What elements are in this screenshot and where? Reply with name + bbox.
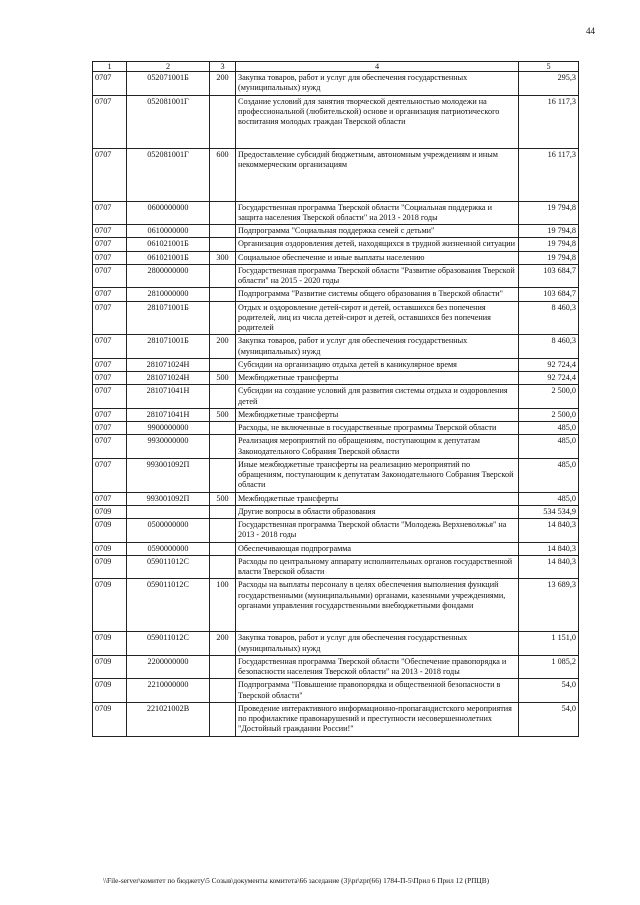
section-code-cell: 0707 — [93, 422, 127, 435]
section-code-cell: 0707 — [93, 288, 127, 301]
description-cell: Обеспечивающая подпрограмма — [236, 542, 519, 555]
expense-type-cell: 600 — [210, 148, 236, 201]
expense-type-cell — [210, 519, 236, 543]
section-code-cell: 0709 — [93, 542, 127, 555]
amount-cell: 92 724,4 — [519, 358, 579, 371]
section-code-cell: 0707 — [93, 251, 127, 264]
amount-cell: 8 460,3 — [519, 335, 579, 359]
amount-cell: 19 794,8 — [519, 201, 579, 225]
target-article-cell: 281071024Н — [127, 358, 210, 371]
table-row — [93, 519, 579, 543]
expense-type-cell — [210, 505, 236, 518]
amount-cell: 295,3 — [519, 72, 579, 96]
table-row — [93, 264, 579, 288]
amount-cell: 103 684,7 — [519, 264, 579, 288]
description-cell: Социальное обеспечение и иные выплаты населению — [236, 251, 519, 264]
expense-type-cell — [210, 385, 236, 409]
table-row — [93, 505, 579, 518]
table-row — [93, 702, 579, 736]
target-article-cell: 061021001Б — [127, 251, 210, 264]
expense-type-cell — [210, 542, 236, 555]
description-cell: Межбюджетные трансферты — [236, 492, 519, 505]
target-article-cell: 061021001Б — [127, 238, 210, 251]
description-cell: Иные межбюджетные трансферты на реализацию мероприятий по обращениям, поступающим к депутатам Законодательного Собрания Тверской области — [236, 458, 519, 492]
expense-type-cell: 300 — [210, 251, 236, 264]
description-cell: Реализация мероприятий по обращениям, поступающим к депутатам Законодательного Собрания Тверской области — [236, 435, 519, 459]
target-article-cell — [127, 505, 210, 518]
table-row — [93, 72, 579, 96]
table-row — [93, 655, 579, 679]
amount-cell: 2 500,0 — [519, 408, 579, 421]
description-cell: Организация оздоровления детей, находящихся в трудной жизненной ситуации — [236, 238, 519, 251]
expense-type-cell: 100 — [210, 579, 236, 632]
table-row — [93, 288, 579, 301]
section-code-cell: 0709 — [93, 519, 127, 543]
target-article-cell: 281071024Н — [127, 372, 210, 385]
target-article-cell: 052071001Б — [127, 72, 210, 96]
section-code-cell: 0707 — [93, 408, 127, 421]
section-code-cell: 0709 — [93, 679, 127, 703]
target-article-cell: 9930000000 — [127, 435, 210, 459]
expense-type-cell — [210, 225, 236, 238]
target-article-cell: 059011012С — [127, 632, 210, 656]
table-row — [93, 358, 579, 371]
expense-type-cell — [210, 702, 236, 736]
table-row — [93, 238, 579, 251]
description-cell: Государственная программа Тверской области "Обеспечение правопорядка и безопасности населения Тверской области" на 2013 - 2018 годы — [236, 655, 519, 679]
expense-type-cell — [210, 422, 236, 435]
section-code-cell: 0707 — [93, 95, 127, 148]
target-article-cell: 993001092П — [127, 492, 210, 505]
target-article-cell: 052081001Г — [127, 148, 210, 201]
expense-type-cell: 500 — [210, 492, 236, 505]
amount-cell: 14 840,3 — [519, 555, 579, 579]
table-row — [93, 579, 579, 632]
description-cell: Государственная программа Тверской области "Молодежь Верхневолжья" на 2013 - 2018 годы — [236, 519, 519, 543]
column-header: 4 — [236, 62, 519, 72]
target-article-cell: 2210000000 — [127, 679, 210, 703]
target-article-cell: 9900000000 — [127, 422, 210, 435]
footer-file-path: \\File-server\комитет по бюджету\5 Созыв\документы комитета\66 заседание (3)\pr\zpr(66) 1784-П-5\Прил 6 Прил 12 (РПЦВ) — [103, 876, 489, 885]
table-row — [93, 555, 579, 579]
target-article-cell: 281071001Б — [127, 335, 210, 359]
table-row — [93, 301, 579, 335]
description-cell: Межбюджетные трансферты — [236, 372, 519, 385]
section-code-cell: 0707 — [93, 435, 127, 459]
section-code-cell: 0709 — [93, 579, 127, 632]
description-cell: Подпрограмма "Повышение правопорядка и общественной безопасности в Тверской области" — [236, 679, 519, 703]
table-row — [93, 435, 579, 459]
table-body — [93, 72, 579, 737]
target-article-cell: 0610000000 — [127, 225, 210, 238]
budget-table — [92, 61, 579, 737]
table-row — [93, 251, 579, 264]
expense-type-cell — [210, 301, 236, 335]
amount-cell: 1 085,2 — [519, 655, 579, 679]
table-row — [93, 422, 579, 435]
section-code-cell: 0709 — [93, 555, 127, 579]
expense-type-cell — [210, 358, 236, 371]
section-code-cell: 0707 — [93, 238, 127, 251]
amount-cell: 8 460,3 — [519, 301, 579, 335]
table-row — [93, 372, 579, 385]
description-cell: Государственная программа Тверской области "Развитие образования Тверской области" на 2015 - 2020 годы — [236, 264, 519, 288]
amount-cell: 103 684,7 — [519, 288, 579, 301]
column-header: 5 — [519, 62, 579, 72]
section-code-cell: 0707 — [93, 225, 127, 238]
expense-type-cell — [210, 458, 236, 492]
description-cell: Создание условий для занятия творческой деятельностью молодежи на профессиональной (любительской) основе и организация патриотического воспитания молодых граждан Тверской области — [236, 95, 519, 148]
description-cell: Расходы по центральному аппарату исполнительных органов государственной власти Тверской области — [236, 555, 519, 579]
amount-cell: 14 840,3 — [519, 519, 579, 543]
expense-type-cell — [210, 264, 236, 288]
amount-cell: 54,0 — [519, 679, 579, 703]
description-cell: Подпрограмма "Развитие системы общего образования в Тверской области" — [236, 288, 519, 301]
section-code-cell: 0709 — [93, 702, 127, 736]
description-cell: Субсидии на создание условий для развития системы отдыха и оздоровления детей — [236, 385, 519, 409]
expense-type-cell — [210, 435, 236, 459]
expense-type-cell — [210, 679, 236, 703]
section-code-cell: 0707 — [93, 201, 127, 225]
section-code-cell: 0709 — [93, 632, 127, 656]
amount-cell: 19 794,8 — [519, 225, 579, 238]
target-article-cell: 059011012С — [127, 579, 210, 632]
amount-cell: 2 500,0 — [519, 385, 579, 409]
description-cell: Расходы, не включенные в государственные программы Тверской области — [236, 422, 519, 435]
description-cell: Субсидии на организацию отдыха детей в каникулярное время — [236, 358, 519, 371]
expense-type-cell: 500 — [210, 408, 236, 421]
amount-cell: 19 794,8 — [519, 238, 579, 251]
expense-type-cell — [210, 95, 236, 148]
table-row — [93, 458, 579, 492]
expense-type-cell: 200 — [210, 72, 236, 96]
target-article-cell: 281071041Н — [127, 408, 210, 421]
table-row — [93, 542, 579, 555]
expense-type-cell — [210, 238, 236, 251]
target-article-cell: 2800000000 — [127, 264, 210, 288]
table-row — [93, 95, 579, 148]
section-code-cell: 0707 — [93, 264, 127, 288]
target-article-cell: 052081001Г — [127, 95, 210, 148]
section-code-cell: 0707 — [93, 301, 127, 335]
target-article-cell: 059011012С — [127, 555, 210, 579]
table-row — [93, 148, 579, 201]
expense-type-cell — [210, 655, 236, 679]
table-header-row — [93, 62, 579, 72]
target-article-cell: 0500000000 — [127, 519, 210, 543]
amount-cell: 1 151,0 — [519, 632, 579, 656]
section-code-cell: 0707 — [93, 385, 127, 409]
section-code-cell: 0707 — [93, 492, 127, 505]
description-cell: Предоставление субсидий бюджетным, автономным учреждениям и иным некоммерческим организациям — [236, 148, 519, 201]
description-cell: Закупка товаров, работ и услуг для обеспечения государственных (муниципальных) нужд — [236, 72, 519, 96]
target-article-cell: 281071041Н — [127, 385, 210, 409]
target-article-cell: 0590000000 — [127, 542, 210, 555]
description-cell: Межбюджетные трансферты — [236, 408, 519, 421]
section-code-cell: 0707 — [93, 372, 127, 385]
column-header: 1 — [93, 62, 127, 72]
amount-cell: 14 840,3 — [519, 542, 579, 555]
table-row — [93, 632, 579, 656]
expense-type-cell — [210, 288, 236, 301]
table-row — [93, 385, 579, 409]
table-row — [93, 492, 579, 505]
amount-cell: 13 689,3 — [519, 579, 579, 632]
column-header: 2 — [127, 62, 210, 72]
expense-type-cell — [210, 201, 236, 225]
description-cell: Государственная программа Тверской области "Социальная поддержка и защита населения Тверской области" на 2013 - 2018 годы — [236, 201, 519, 225]
description-cell: Проведение интерактивного информационно-пропагандистского мероприятия по профилактике правонарушений и преступности несовершеннолетних "Достойный гражданин России!" — [236, 702, 519, 736]
description-cell: Расходы на выплаты персоналу в целях обеспечения выполнения функций государственными (муниципальными) органами, казенными учреждениями, органами управления государственными внебюджетными фондами — [236, 579, 519, 632]
amount-cell: 485,0 — [519, 492, 579, 505]
expense-type-cell — [210, 555, 236, 579]
table-row — [93, 225, 579, 238]
section-code-cell: 0707 — [93, 72, 127, 96]
amount-cell: 485,0 — [519, 435, 579, 459]
section-code-cell: 0707 — [93, 335, 127, 359]
target-article-cell: 0600000000 — [127, 201, 210, 225]
section-code-cell: 0707 — [93, 148, 127, 201]
description-cell: Подпрограмма "Социальная поддержка семей с детьми" — [236, 225, 519, 238]
description-cell: Другие вопросы в области образования — [236, 505, 519, 518]
table-row — [93, 408, 579, 421]
amount-cell: 16 117,3 — [519, 148, 579, 201]
description-cell: Закупка товаров, работ и услуг для обеспечения государственных (муниципальных) нужд — [236, 632, 519, 656]
section-code-cell: 0709 — [93, 505, 127, 518]
section-code-cell: 0709 — [93, 655, 127, 679]
column-header: 3 — [210, 62, 236, 72]
target-article-cell: 993001092П — [127, 458, 210, 492]
target-article-cell: 2200000000 — [127, 655, 210, 679]
expense-type-cell: 500 — [210, 372, 236, 385]
page-number: 44 — [586, 26, 595, 36]
target-article-cell: 281071001Б — [127, 301, 210, 335]
section-code-cell: 0707 — [93, 358, 127, 371]
description-cell: Закупка товаров, работ и услуг для обеспечения государственных (муниципальных) нужд — [236, 335, 519, 359]
target-article-cell: 2810000000 — [127, 288, 210, 301]
table-row — [93, 679, 579, 703]
expense-type-cell: 200 — [210, 335, 236, 359]
amount-cell: 534 534,9 — [519, 505, 579, 518]
expense-type-cell: 200 — [210, 632, 236, 656]
table-row — [93, 201, 579, 225]
amount-cell: 485,0 — [519, 422, 579, 435]
description-cell: Отдых и оздоровление детей-сирот и детей, оставшихся без попечения родителей, лиц из числа детей-сирот и детей, оставшихся без попечения родителей — [236, 301, 519, 335]
amount-cell: 92 724,4 — [519, 372, 579, 385]
target-article-cell: 221021002В — [127, 702, 210, 736]
amount-cell: 485,0 — [519, 458, 579, 492]
amount-cell: 54,0 — [519, 702, 579, 736]
section-code-cell: 0707 — [93, 458, 127, 492]
amount-cell: 19 794,8 — [519, 251, 579, 264]
table-row — [93, 335, 579, 359]
amount-cell: 16 117,3 — [519, 95, 579, 148]
